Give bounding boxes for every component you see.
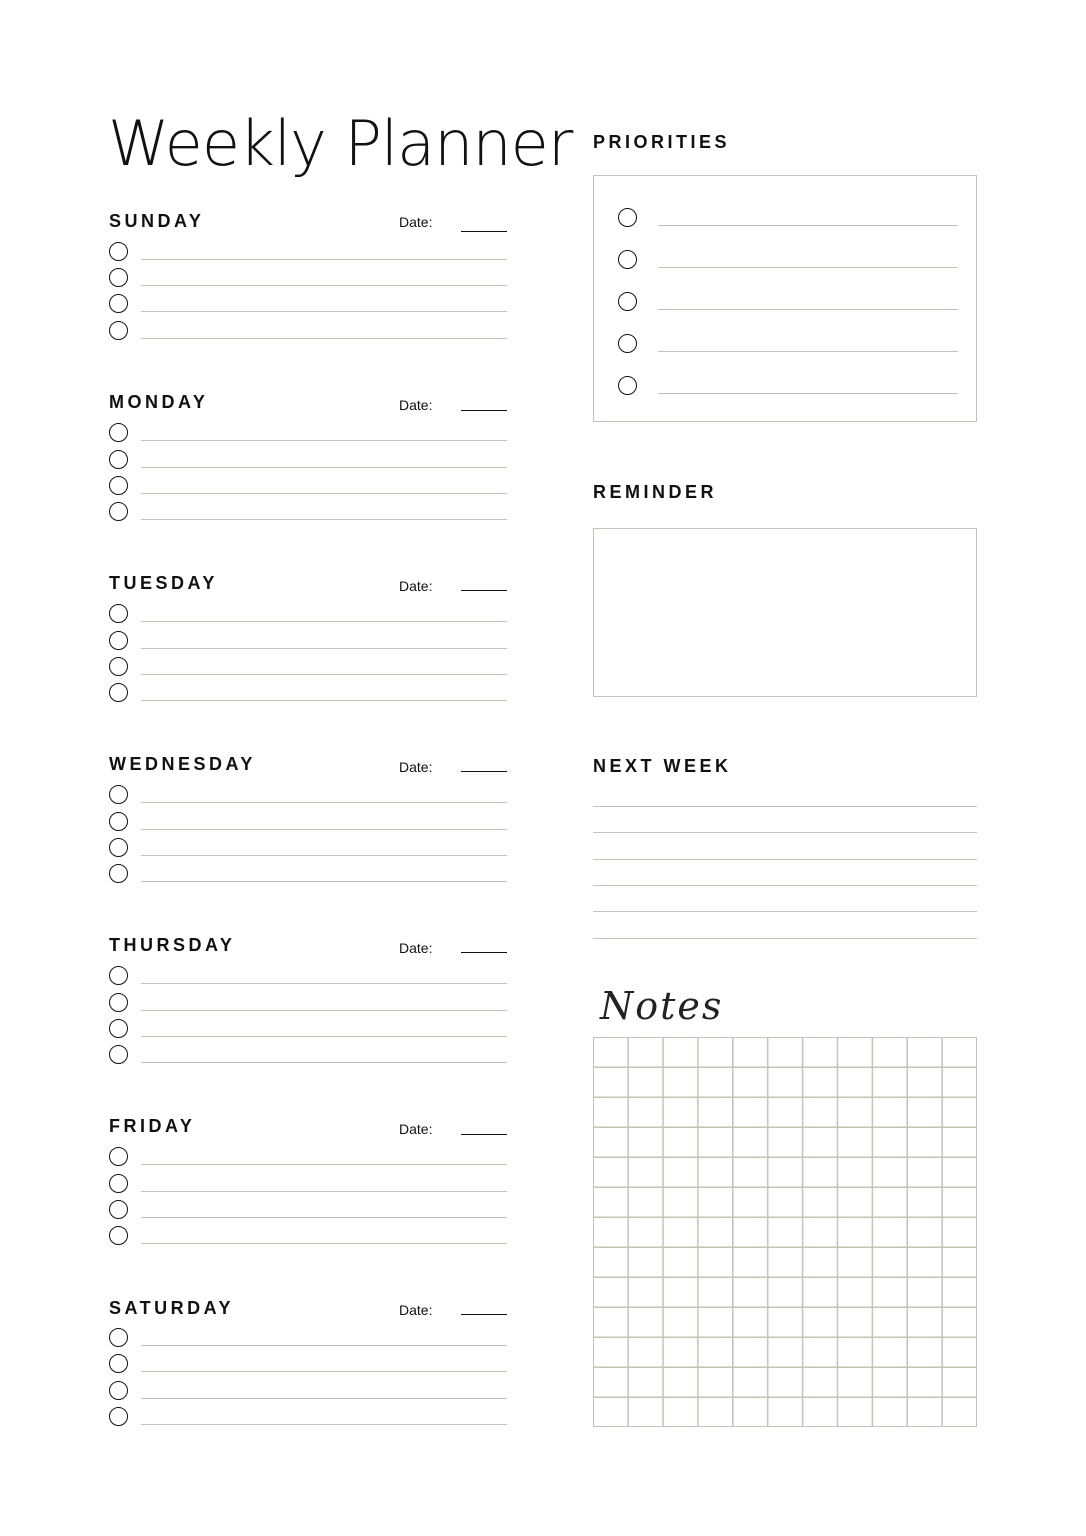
priority-row — [618, 334, 958, 358]
task-line[interactable] — [141, 1164, 507, 1165]
priority-row — [618, 376, 958, 400]
checkbox-circle-icon[interactable] — [109, 1407, 128, 1426]
task-line[interactable] — [141, 648, 507, 649]
day-name: WEDNESDAY — [109, 754, 256, 774]
date-label: Date: — [399, 214, 433, 230]
task-row — [108, 1147, 508, 1171]
task-row — [108, 1226, 508, 1250]
priority-line[interactable] — [658, 309, 958, 310]
notes-title: Notes — [600, 984, 724, 1028]
priority-line[interactable] — [658, 351, 958, 352]
task-line[interactable] — [141, 1398, 507, 1399]
next-week-line[interactable] — [593, 806, 977, 807]
task-row — [108, 1045, 508, 1069]
next-week-title: NEXT WEEK — [593, 756, 732, 776]
checkbox-circle-icon[interactable] — [109, 321, 128, 340]
task-row — [108, 631, 508, 655]
checkbox-circle-icon[interactable] — [109, 1019, 128, 1038]
date-label: Date: — [399, 940, 433, 956]
checkbox-circle-icon[interactable] — [618, 292, 637, 311]
task-row — [108, 476, 508, 500]
date-field[interactable] — [461, 952, 507, 953]
task-row — [108, 1174, 508, 1198]
checkbox-circle-icon[interactable] — [109, 1147, 128, 1166]
next-week-line[interactable] — [593, 885, 977, 886]
checkbox-circle-icon[interactable] — [109, 242, 128, 261]
checkbox-circle-icon[interactable] — [109, 1174, 128, 1193]
task-row — [108, 268, 508, 292]
task-row — [108, 450, 508, 474]
checkbox-circle-icon[interactable] — [109, 1381, 128, 1400]
priority-line[interactable] — [658, 225, 958, 226]
day-name: SATURDAY — [109, 1298, 235, 1318]
notes-grid[interactable] — [593, 1037, 977, 1427]
date-field[interactable] — [461, 1314, 507, 1315]
task-row — [108, 1407, 508, 1431]
checkbox-circle-icon[interactable] — [109, 683, 128, 702]
task-line[interactable] — [141, 881, 507, 882]
task-row — [108, 864, 508, 888]
task-line[interactable] — [141, 1371, 507, 1372]
checkbox-circle-icon[interactable] — [109, 268, 128, 287]
task-line[interactable] — [141, 1217, 507, 1218]
checkbox-circle-icon[interactable] — [109, 631, 128, 650]
reminder-box[interactable] — [593, 528, 977, 697]
task-row — [108, 785, 508, 809]
priorities-title: PRIORITIES — [593, 132, 731, 152]
task-row — [108, 966, 508, 990]
task-row — [108, 657, 508, 681]
task-row — [108, 242, 508, 266]
task-row — [108, 993, 508, 1017]
checkbox-circle-icon[interactable] — [109, 785, 128, 804]
checkbox-circle-icon[interactable] — [618, 334, 637, 353]
task-line[interactable] — [141, 674, 507, 675]
reminder-title: REMINDER — [593, 482, 718, 502]
task-line[interactable] — [141, 493, 507, 494]
task-line[interactable] — [141, 1036, 507, 1037]
task-line[interactable] — [141, 621, 507, 622]
priorities-box — [593, 175, 977, 422]
day-section-saturday — [108, 1298, 508, 1448]
checkbox-circle-icon[interactable] — [618, 250, 637, 269]
day-name: SUNDAY — [109, 211, 205, 231]
day-name: FRIDAY — [109, 1116, 196, 1136]
task-line[interactable] — [141, 311, 507, 312]
task-row — [108, 321, 508, 345]
task-row — [108, 423, 508, 447]
task-row — [108, 294, 508, 318]
date-label: Date: — [399, 1121, 433, 1137]
task-row — [108, 1354, 508, 1378]
checkbox-circle-icon[interactable] — [109, 1200, 128, 1219]
checkbox-circle-icon[interactable] — [109, 294, 128, 313]
checkbox-circle-icon[interactable] — [109, 1354, 128, 1373]
date-label: Date: — [399, 759, 433, 775]
checkbox-circle-icon[interactable] — [618, 208, 637, 227]
task-row — [108, 812, 508, 836]
task-row — [108, 1328, 508, 1352]
next-week-line[interactable] — [593, 832, 977, 833]
next-week-line[interactable] — [593, 938, 977, 939]
checkbox-circle-icon[interactable] — [109, 838, 128, 857]
day-section-thursday — [108, 935, 508, 1085]
day-section-monday — [108, 392, 508, 542]
task-line[interactable] — [141, 855, 507, 856]
day-name: MONDAY — [109, 392, 209, 412]
task-line[interactable] — [141, 467, 507, 468]
priority-row — [618, 250, 958, 274]
task-line[interactable] — [141, 1191, 507, 1192]
day-section-sunday — [108, 211, 508, 361]
checkbox-circle-icon[interactable] — [109, 812, 128, 831]
checkbox-circle-icon[interactable] — [109, 423, 128, 442]
task-line[interactable] — [141, 1345, 507, 1346]
task-line[interactable] — [141, 700, 507, 701]
task-row — [108, 838, 508, 862]
checkbox-circle-icon[interactable] — [109, 657, 128, 676]
date-field[interactable] — [461, 590, 507, 591]
task-line[interactable] — [141, 259, 507, 260]
date-field[interactable] — [461, 771, 507, 772]
date-field[interactable] — [461, 410, 507, 411]
task-line[interactable] — [141, 802, 507, 803]
task-line[interactable] — [141, 1062, 507, 1063]
checkbox-circle-icon[interactable] — [109, 1328, 128, 1347]
page-title: Weekly Planner — [108, 107, 573, 180]
task-line[interactable] — [141, 519, 507, 520]
task-row — [108, 683, 508, 707]
checkbox-circle-icon[interactable] — [109, 1045, 128, 1064]
date-label: Date: — [399, 397, 433, 413]
task-row — [108, 1019, 508, 1043]
task-row — [108, 1200, 508, 1224]
task-line[interactable] — [141, 1243, 507, 1244]
task-line[interactable] — [141, 1424, 507, 1425]
task-line[interactable] — [141, 983, 507, 984]
task-line[interactable] — [141, 829, 507, 830]
day-section-wednesday — [108, 754, 508, 904]
day-name: TUESDAY — [109, 573, 218, 593]
date-field[interactable] — [461, 1134, 507, 1135]
checkbox-circle-icon[interactable] — [109, 1226, 128, 1245]
task-line[interactable] — [141, 338, 507, 339]
checkbox-circle-icon[interactable] — [109, 502, 128, 521]
priority-row — [618, 208, 958, 232]
checkbox-circle-icon[interactable] — [109, 966, 128, 985]
priority-line[interactable] — [658, 267, 958, 268]
day-section-tuesday — [108, 573, 508, 723]
checkbox-circle-icon[interactable] — [109, 604, 128, 623]
task-row — [108, 604, 508, 628]
task-line[interactable] — [141, 285, 507, 286]
date-label: Date: — [399, 578, 433, 594]
next-week-line[interactable] — [593, 911, 977, 912]
checkbox-circle-icon[interactable] — [109, 450, 128, 469]
task-row — [108, 1381, 508, 1405]
date-field[interactable] — [461, 231, 507, 232]
date-label: Date: — [399, 1302, 433, 1318]
checkbox-circle-icon[interactable] — [109, 476, 128, 495]
checkbox-circle-icon[interactable] — [618, 376, 637, 395]
task-line[interactable] — [141, 440, 507, 441]
priority-row — [618, 292, 958, 316]
task-line[interactable] — [141, 1010, 507, 1011]
day-name: THURSDAY — [109, 935, 236, 955]
checkbox-circle-icon[interactable] — [109, 993, 128, 1012]
day-section-friday — [108, 1116, 508, 1266]
task-row — [108, 502, 508, 526]
next-week-line[interactable] — [593, 859, 977, 860]
checkbox-circle-icon[interactable] — [109, 864, 128, 883]
priority-line[interactable] — [658, 393, 958, 394]
